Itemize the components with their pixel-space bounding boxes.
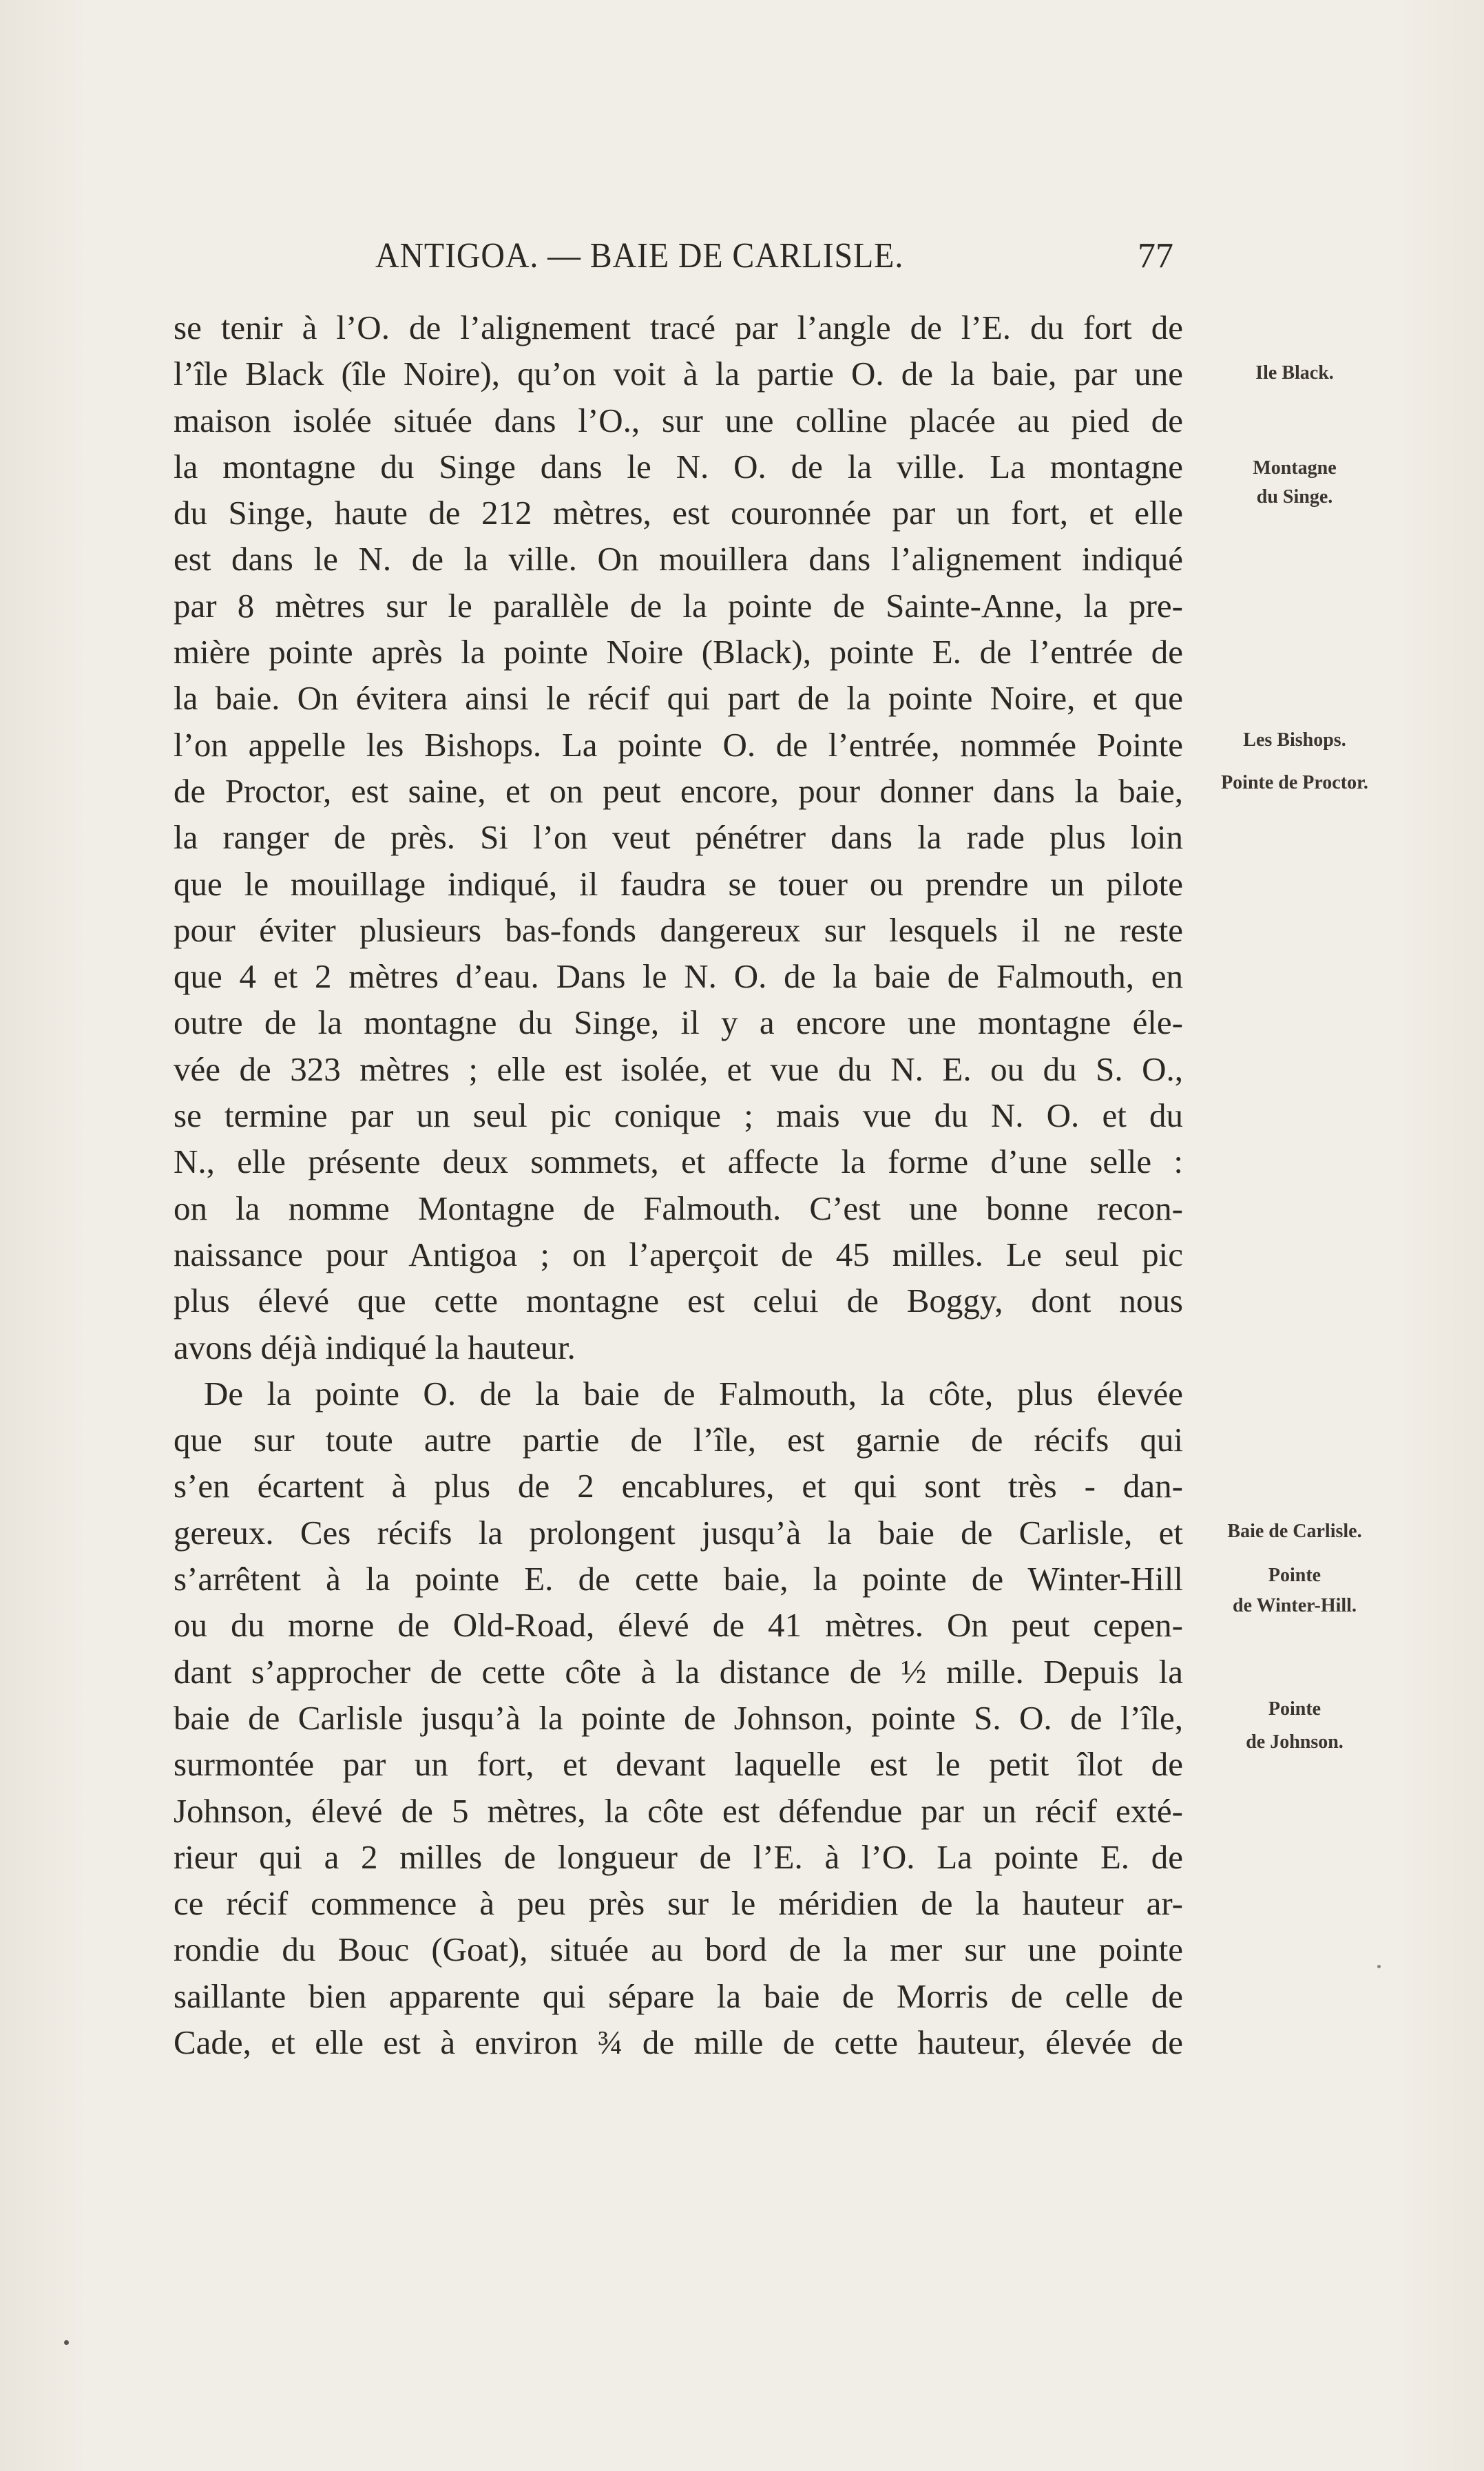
margin-note-montagne: Montagne: [1253, 457, 1337, 479]
margin-note-ile-black: Ile Black.: [1255, 362, 1334, 384]
text-line: la montagne du Singe dans le N. O. de la ville. La montagne: [174, 447, 1183, 486]
margin-note-carlisle: Baie de Carlisle.: [1227, 1521, 1362, 1542]
text-line: se termine par un seul pic conique ; mais vue du N. O. et du: [174, 1096, 1183, 1135]
text-line: De la pointe O. de la baie de Falmouth, la côte, plus élevée: [204, 1374, 1183, 1412]
text-line: gereux. Ces récifs la prolongent jusqu’à la baie de Carlisle, et: [174, 1513, 1183, 1552]
text-line: baie de Carlisle jusqu’à la pointe de Johnson, pointe S. O. de l’île,: [174, 1698, 1183, 1737]
margin-note-du-singe: du Singe.: [1256, 486, 1333, 508]
text-line: naissance pour Antigoa ; on l’aperçoit de 45 milles. Le seul pic: [174, 1235, 1183, 1273]
text-line: mière pointe après la pointe Noire (Black), pointe E. de l’entrée de: [174, 633, 1183, 671]
text-line: Johnson, élevé de 5 mètres, la côte est défendue par un récif exté-: [174, 1791, 1183, 1830]
text-line: Cade, et elle est à environ ¾ de mille de cette hauteur, élevée de: [174, 2023, 1183, 2061]
text-line: la ranger de près. Si l’on veut pénétrer dans la rade plus loin: [174, 818, 1183, 857]
text-line: outre de la montagne du Singe, il y a encore une montagne éle-: [174, 1003, 1183, 1042]
text-line: dant s’approcher de cette côte à la distance de ½ mille. Depuis la: [174, 1652, 1183, 1691]
text-line: du Singe, haute de 212 mètres, est couronnée par un fort, et elle: [174, 494, 1183, 532]
text-line: est dans le N. de la ville. On mouillera dans l’alignement indiqué: [174, 540, 1183, 578]
text-line: on la nomme Montagne de Falmouth. C’est une bonne recon-: [174, 1189, 1183, 1227]
text-line: saillante bien apparente qui sépare la baie de Morris de celle de: [174, 1977, 1183, 2015]
running-head: ANTIGOA. — BAIE DE CARLISLE.: [375, 236, 904, 275]
margin-note-bishops: Les Bishops.: [1243, 729, 1346, 751]
text-line: s’arrêtent à la pointe E. de cette baie, la pointe de Winter-Hill: [174, 1560, 1183, 1598]
text-line: plus élevé que cette montagne est celui de Boggy, dont nous: [174, 1282, 1183, 1320]
text-line: N., elle présente deux sommets, et affecte la forme d’une selle :: [174, 1143, 1183, 1181]
text-line: l’on appelle les Bishops. La pointe O. de l’entrée, nommée Pointe: [174, 725, 1183, 764]
margin-note-pointe-johnson: Pointe: [1268, 1698, 1321, 1720]
text-line: que 4 et 2 mètres d’eau. Dans le N. O. de la baie de Falmouth, en: [174, 957, 1183, 996]
paper-speck: [1377, 1965, 1381, 1968]
text-line: maison isolée située dans l’O., sur une colline placée au pied de: [174, 401, 1183, 439]
text-line: par 8 mètres sur le parallèle de la pointe de Sainte-Anne, la pre-: [174, 586, 1183, 625]
text-line: l’île Black (île Noire), qu’on voit à la partie O. de la baie, par une: [174, 355, 1183, 393]
text-line: s’en écartent à plus de 2 encablures, et qui sont très - dan-: [174, 1467, 1183, 1505]
text-line: ou du morne de Old-Road, élevé de 41 mètres. On peut cepen-: [174, 1606, 1183, 1645]
text-line: rondie du Bouc (Goat), située au bord de la mer sur une pointe: [174, 1930, 1183, 1969]
text-line: se tenir à l’O. de l’alignement tracé par l’angle de l’E. du fort de: [174, 309, 1183, 346]
text-line: vée de 323 mètres ; elle est isolée, et vue du N. E. ou du S. O.,: [174, 1050, 1183, 1088]
page-number: 77: [1138, 236, 1173, 275]
text-line: surmontée par un fort, et devant laquelle est le petit îlot de: [174, 1745, 1183, 1784]
paper-speck: [64, 2340, 69, 2345]
body-text: [174, 304, 1183, 2065]
text-line: la baie. On évitera ainsi le récif qui part de la pointe Noire, et que: [174, 679, 1183, 718]
text-line: rieur qui a 2 milles de longueur de l’E. à l’O. La pointe E. de: [174, 1837, 1183, 1876]
margin-note-johnson: de Johnson.: [1246, 1731, 1344, 1753]
text-line: ce récif commence à peu près sur le méridien de la hauteur ar-: [174, 1884, 1183, 1923]
text-line: de Proctor, est saine, et on peut encore, pour donner dans la baie,: [174, 771, 1183, 810]
text-line: que le mouillage indiqué, il faudra se touer ou prendre un pilote: [174, 864, 1183, 903]
text-line: avons déjà indiqué la hauteur.: [174, 1328, 576, 1366]
margin-note-proctor: Pointe de Proctor.: [1221, 772, 1368, 793]
margin-note-winter-hill: de Winter-Hill.: [1233, 1595, 1357, 1616]
margin-note-pointe-winter: Pointe: [1268, 1565, 1321, 1586]
text-line: que sur toute autre partie de l’île, est garnie de récifs qui: [174, 1421, 1183, 1459]
text-line: pour éviter plusieurs bas-fonds dangereux sur lesquels il ne reste: [174, 910, 1183, 949]
